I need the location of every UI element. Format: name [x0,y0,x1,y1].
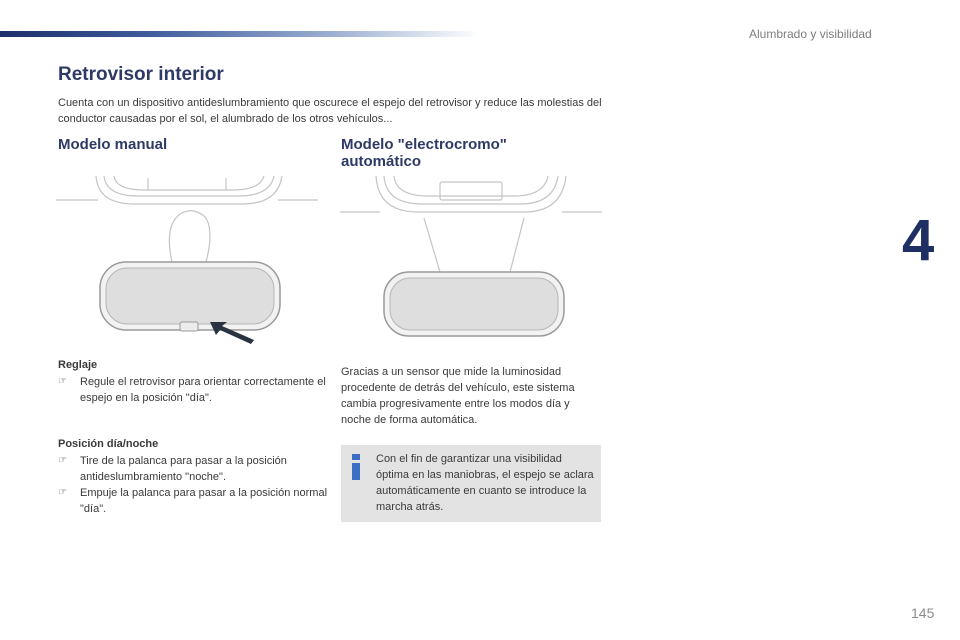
section-header: Alumbrado y visibilidad [749,27,872,41]
chapter-number: 4 [902,208,935,273]
adjust-heading: Reglaje [58,359,98,371]
page-title: Retrovisor interior [58,64,224,85]
daynight-heading: Posición día/noche [58,438,159,450]
list-item [58,374,328,406]
info-box [341,445,601,522]
manual-mirror-illustration [56,176,318,346]
info-text: Con el fin de garantizar una visibilidad óptima en las maniobras, el espejo se aclara automáticamente en cuanto se introduce la marcha atrás. [376,453,594,513]
daynight-list [58,453,328,517]
manual-model-title: Modelo manual [58,136,168,153]
adjust-list [58,374,328,406]
auto-description: Gracias a un sensor que mide la luminosidad procedente de detrás del vehículo, este sistema cambia progresivamente entre los modos día y noche de forma automática. [341,366,575,426]
list-item-text: Tire de la palanca para pasar a la posición antideslumbramiento "noche". [80,455,287,483]
list-item [58,485,328,517]
info-icon [352,454,360,480]
pointing-hand-icon: ☞ [58,376,67,387]
pointing-hand-icon: ☞ [58,455,67,466]
page-number: 145 [911,605,935,621]
list-item [58,453,328,485]
intro-paragraph: Cuenta con un dispositivo antideslumbramiento que oscurece el espejo del retrovisor y reduce las molestias del conductor causadas por el sol, el alumbrado de los otros vehículos... [58,97,602,125]
pointing-hand-icon: ☞ [58,487,67,498]
electrochromic-mirror-illustration [340,176,602,346]
list-item-text: Regule el retrovisor para orientar correctamente el espejo en la posición "día". [80,376,326,404]
header-gradient-bar [0,31,480,37]
list-item-text: Empuje la palanca para pasar a la posición normal "día". [80,487,328,515]
auto-model-title: Modelo "electrocromo" automático [341,136,507,170]
